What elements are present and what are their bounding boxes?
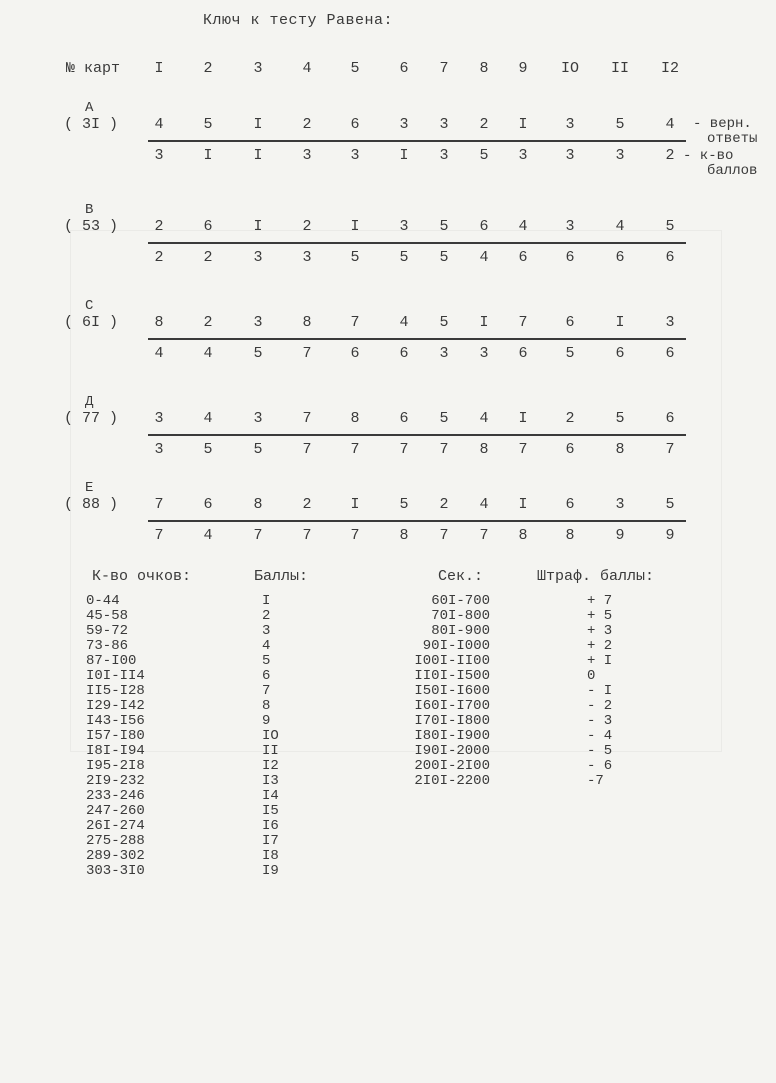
points-item: I xyxy=(262,593,271,609)
points-value: 7 xyxy=(350,527,360,544)
correct-answer: 5 xyxy=(439,410,449,427)
score-range: 275-288 xyxy=(86,833,145,849)
points-item: 3 xyxy=(262,623,271,639)
points-value: 3 xyxy=(565,147,575,164)
correct-answer: 8 xyxy=(154,314,164,331)
series-code: ( 6I ) xyxy=(64,314,119,331)
score-range: 2I9-232 xyxy=(86,773,145,789)
points-value: 6 xyxy=(518,345,528,362)
correct-answer: 2 xyxy=(302,116,312,133)
penalty-item: + 7 xyxy=(587,593,613,609)
points-value: 7 xyxy=(665,441,675,458)
points-item: 8 xyxy=(262,698,271,714)
points-value: 6 xyxy=(565,249,575,266)
seconds-range: 60I-700 xyxy=(431,593,490,609)
points-value: 3 xyxy=(302,147,312,164)
points-item: 5 xyxy=(262,653,271,669)
penalty-column-title: Штраф. баллы: xyxy=(537,568,655,585)
points-value: 3 xyxy=(154,147,164,164)
score-range: 45-58 xyxy=(86,608,129,624)
points-value: I xyxy=(253,147,263,164)
points-value: 7 xyxy=(439,441,449,458)
points-value: 8 xyxy=(565,527,575,544)
points-value: 8 xyxy=(518,527,528,544)
points-value: 8 xyxy=(479,441,489,458)
card-number-label: № карт xyxy=(66,60,121,77)
points-value: 3 xyxy=(302,249,312,266)
points-item: 2 xyxy=(262,608,271,624)
series-letter: A xyxy=(85,100,94,116)
page-title: Ключ к тесту Равена: xyxy=(203,12,394,29)
points-value: 5 xyxy=(253,441,263,458)
points-item: II xyxy=(262,743,279,759)
correct-answer: 4 xyxy=(479,496,489,513)
penalty-item: + I xyxy=(587,653,613,669)
correct-answer: 2 xyxy=(302,218,312,235)
correct-answer: 5 xyxy=(665,496,675,513)
penalty-item: - 2 xyxy=(587,698,613,714)
divider-line xyxy=(148,520,686,522)
seconds-range: I00I-II00 xyxy=(414,653,490,669)
penalty-column xyxy=(587,594,612,789)
score-range: I8I-I94 xyxy=(86,743,145,759)
correct-answer: I xyxy=(615,314,625,331)
correct-answer: I xyxy=(253,218,263,235)
points-item: I6 xyxy=(262,818,279,834)
points-value: 7 xyxy=(350,441,360,458)
correct-answer: 2 xyxy=(439,496,449,513)
correct-answer: 4 xyxy=(665,116,675,133)
correct-answer: 3 xyxy=(253,410,263,427)
points-value: 6 xyxy=(615,345,625,362)
seconds-range: II0I-I500 xyxy=(414,668,490,684)
correct-answer: 4 xyxy=(479,410,489,427)
correct-answer: 5 xyxy=(439,314,449,331)
correct-answer: I xyxy=(518,116,528,133)
correct-answer: I xyxy=(350,218,360,235)
penalty-item: - 6 xyxy=(587,758,613,774)
penalty-item: + 2 xyxy=(587,638,613,654)
points-value: 7 xyxy=(399,441,409,458)
card-number: 3 xyxy=(253,60,263,77)
series-code: ( 53 ) xyxy=(64,218,119,235)
correct-answer: 4 xyxy=(399,314,409,331)
scores-column-title: К-во очков: xyxy=(92,568,192,585)
score-range: 289-302 xyxy=(86,848,145,864)
points-value: 6 xyxy=(518,249,528,266)
points-value: 9 xyxy=(615,527,625,544)
score-range: 247-260 xyxy=(86,803,145,819)
points-value: 4 xyxy=(203,527,213,544)
correct-answer: 6 xyxy=(399,410,409,427)
score-range: I29-I42 xyxy=(86,698,145,714)
correct-answer: 2 xyxy=(479,116,489,133)
card-number: 8 xyxy=(479,60,489,77)
correct-answer: 6 xyxy=(350,116,360,133)
points-value: 7 xyxy=(154,527,164,544)
score-range: I57-I80 xyxy=(86,728,145,744)
score-range: I43-I56 xyxy=(86,713,145,729)
series-letter: C xyxy=(85,298,94,314)
score-range: 0-44 xyxy=(86,593,120,609)
correct-answer: 3 xyxy=(399,218,409,235)
points-value: 3 xyxy=(154,441,164,458)
penalty-item: -7 xyxy=(587,773,604,789)
points-value: 5 xyxy=(253,345,263,362)
card-number: II xyxy=(610,60,630,77)
points-value: 5 xyxy=(203,441,213,458)
correct-answer: 5 xyxy=(439,218,449,235)
seconds-column-title: Сек.: xyxy=(438,568,484,585)
correct-answer: 3 xyxy=(253,314,263,331)
points-value: 4 xyxy=(154,345,164,362)
points-column-title: Баллы: xyxy=(254,568,309,585)
points-value: 7 xyxy=(302,527,312,544)
correct-answer: 4 xyxy=(154,116,164,133)
correct-answer: 6 xyxy=(565,496,575,513)
correct-answer: I xyxy=(479,314,489,331)
correct-answer: 5 xyxy=(615,410,625,427)
correct-answer: 5 xyxy=(615,116,625,133)
correct-answer: I xyxy=(518,410,528,427)
correct-answer: 6 xyxy=(203,218,213,235)
points-item: 7 xyxy=(262,683,271,699)
card-number: I xyxy=(154,60,164,77)
correct-answer: I xyxy=(253,116,263,133)
series-code: ( 77 ) xyxy=(64,410,119,427)
score-range: 303-3I0 xyxy=(86,863,145,879)
seconds-column xyxy=(398,594,490,789)
correct-answer: 6 xyxy=(665,410,675,427)
score-range: 59-72 xyxy=(86,623,129,639)
points-value: 6 xyxy=(350,345,360,362)
card-number: 4 xyxy=(302,60,312,77)
correct-answer: 3 xyxy=(615,496,625,513)
points-value: 3 xyxy=(615,147,625,164)
points-value: 7 xyxy=(518,441,528,458)
seconds-range: 2I0I-2200 xyxy=(414,773,490,789)
series-letter: Д xyxy=(85,394,94,410)
bleed-through-table xyxy=(70,230,722,752)
correct-answer: 3 xyxy=(565,218,575,235)
points-value: 3 xyxy=(439,147,449,164)
correct-answer: 4 xyxy=(518,218,528,235)
correct-answer: 5 xyxy=(203,116,213,133)
points-item: I8 xyxy=(262,848,279,864)
points-value: 6 xyxy=(399,345,409,362)
points-value: 3 xyxy=(350,147,360,164)
points-item: 9 xyxy=(262,713,271,729)
points-item: I3 xyxy=(262,773,279,789)
points-item: IO xyxy=(262,728,279,744)
correct-answer: 6 xyxy=(203,496,213,513)
points-value: 2 xyxy=(154,249,164,266)
seconds-range: 200I-2I00 xyxy=(414,758,490,774)
points-value: 4 xyxy=(479,249,489,266)
correct-answer: 5 xyxy=(665,218,675,235)
card-number: 9 xyxy=(518,60,528,77)
correct-answer: 7 xyxy=(350,314,360,331)
points-value: 8 xyxy=(399,527,409,544)
penalty-item: + 5 xyxy=(587,608,613,624)
points-value: 9 xyxy=(665,527,675,544)
correct-answer: 3 xyxy=(665,314,675,331)
points-item: I2 xyxy=(262,758,279,774)
correct-answer: 8 xyxy=(302,314,312,331)
correct-answer: 4 xyxy=(203,410,213,427)
correct-answer: 7 xyxy=(302,410,312,427)
points-column xyxy=(262,594,279,879)
correct-answer: 3 xyxy=(565,116,575,133)
divider-line xyxy=(148,434,686,436)
seconds-range: 90I-I000 xyxy=(422,638,490,654)
correct-answers-note: - верн. ответы xyxy=(693,116,758,147)
points-item: 4 xyxy=(262,638,271,654)
points-value: 8 xyxy=(615,441,625,458)
divider-line xyxy=(148,140,686,142)
series-letter: E xyxy=(85,480,94,496)
correct-answer: 7 xyxy=(154,496,164,513)
correct-answer: 4 xyxy=(615,218,625,235)
correct-answer: 3 xyxy=(399,116,409,133)
correct-answer: I xyxy=(518,496,528,513)
seconds-range: I70I-I800 xyxy=(414,713,490,729)
score-range: I0I-II4 xyxy=(86,668,145,684)
points-value: 7 xyxy=(302,345,312,362)
points-value: 6 xyxy=(565,441,575,458)
correct-answer: 7 xyxy=(518,314,528,331)
seconds-range: 70I-800 xyxy=(431,608,490,624)
points-value: 2 xyxy=(665,147,675,164)
seconds-range: I90I-2000 xyxy=(414,743,490,759)
points-value: 3 xyxy=(253,249,263,266)
points-value: 6 xyxy=(665,249,675,266)
penalty-item: 0 xyxy=(587,668,596,684)
points-item: 6 xyxy=(262,668,271,684)
points-value: I xyxy=(399,147,409,164)
series-code: ( 88 ) xyxy=(64,496,119,513)
card-number: 6 xyxy=(399,60,409,77)
correct-answer: I xyxy=(350,496,360,513)
correct-answer: 2 xyxy=(154,218,164,235)
divider-line xyxy=(148,338,686,340)
correct-answer: 2 xyxy=(203,314,213,331)
penalty-item: - 3 xyxy=(587,713,613,729)
points-item: I7 xyxy=(262,833,279,849)
points-item: I4 xyxy=(262,788,279,804)
score-range: II5-I28 xyxy=(86,683,145,699)
seconds-range: 80I-900 xyxy=(431,623,490,639)
score-range: 73-86 xyxy=(86,638,129,654)
scores-column xyxy=(86,594,145,879)
points-item: I5 xyxy=(262,803,279,819)
points-value: 7 xyxy=(439,527,449,544)
score-range: 87-I00 xyxy=(86,653,137,669)
card-number: 5 xyxy=(350,60,360,77)
seconds-range: I50I-I600 xyxy=(414,683,490,699)
correct-answer: 6 xyxy=(479,218,489,235)
correct-answer: 6 xyxy=(565,314,575,331)
correct-answer: 8 xyxy=(253,496,263,513)
points-value: 3 xyxy=(518,147,528,164)
points-value: I xyxy=(203,147,213,164)
seconds-range: I60I-I700 xyxy=(414,698,490,714)
points-value: 7 xyxy=(302,441,312,458)
points-value: 5 xyxy=(439,249,449,266)
points-value: 5 xyxy=(350,249,360,266)
points-value: 7 xyxy=(253,527,263,544)
card-number: 7 xyxy=(439,60,449,77)
points-value: 6 xyxy=(615,249,625,266)
series-letter: B xyxy=(85,202,94,218)
card-number: I2 xyxy=(660,60,680,77)
points-value: 5 xyxy=(565,345,575,362)
penalty-item: - I xyxy=(587,683,613,699)
correct-answer: 5 xyxy=(399,496,409,513)
points-value: 6 xyxy=(665,345,675,362)
penalty-item: - 5 xyxy=(587,743,613,759)
points-value: 7 xyxy=(479,527,489,544)
card-number: 2 xyxy=(203,60,213,77)
points-note: - к-во баллов xyxy=(683,148,758,179)
points-value: 4 xyxy=(203,345,213,362)
points-value: 2 xyxy=(203,249,213,266)
correct-answer: 8 xyxy=(350,410,360,427)
correct-answer: 3 xyxy=(154,410,164,427)
score-range: I95-2I8 xyxy=(86,758,145,774)
series-code: ( 3I ) xyxy=(64,116,119,133)
card-number: IO xyxy=(560,60,580,77)
correct-answer: 3 xyxy=(439,116,449,133)
score-range: 233-246 xyxy=(86,788,145,804)
points-value: 5 xyxy=(399,249,409,266)
points-item: I9 xyxy=(262,863,279,879)
points-value: 5 xyxy=(479,147,489,164)
points-value: 3 xyxy=(479,345,489,362)
correct-answer: 2 xyxy=(565,410,575,427)
score-range: 26I-274 xyxy=(86,818,145,834)
seconds-range: I80I-I900 xyxy=(414,728,490,744)
divider-line xyxy=(148,242,686,244)
correct-answer: 2 xyxy=(302,496,312,513)
penalty-item: - 4 xyxy=(587,728,613,744)
penalty-item: + 3 xyxy=(587,623,613,639)
points-value: 3 xyxy=(439,345,449,362)
